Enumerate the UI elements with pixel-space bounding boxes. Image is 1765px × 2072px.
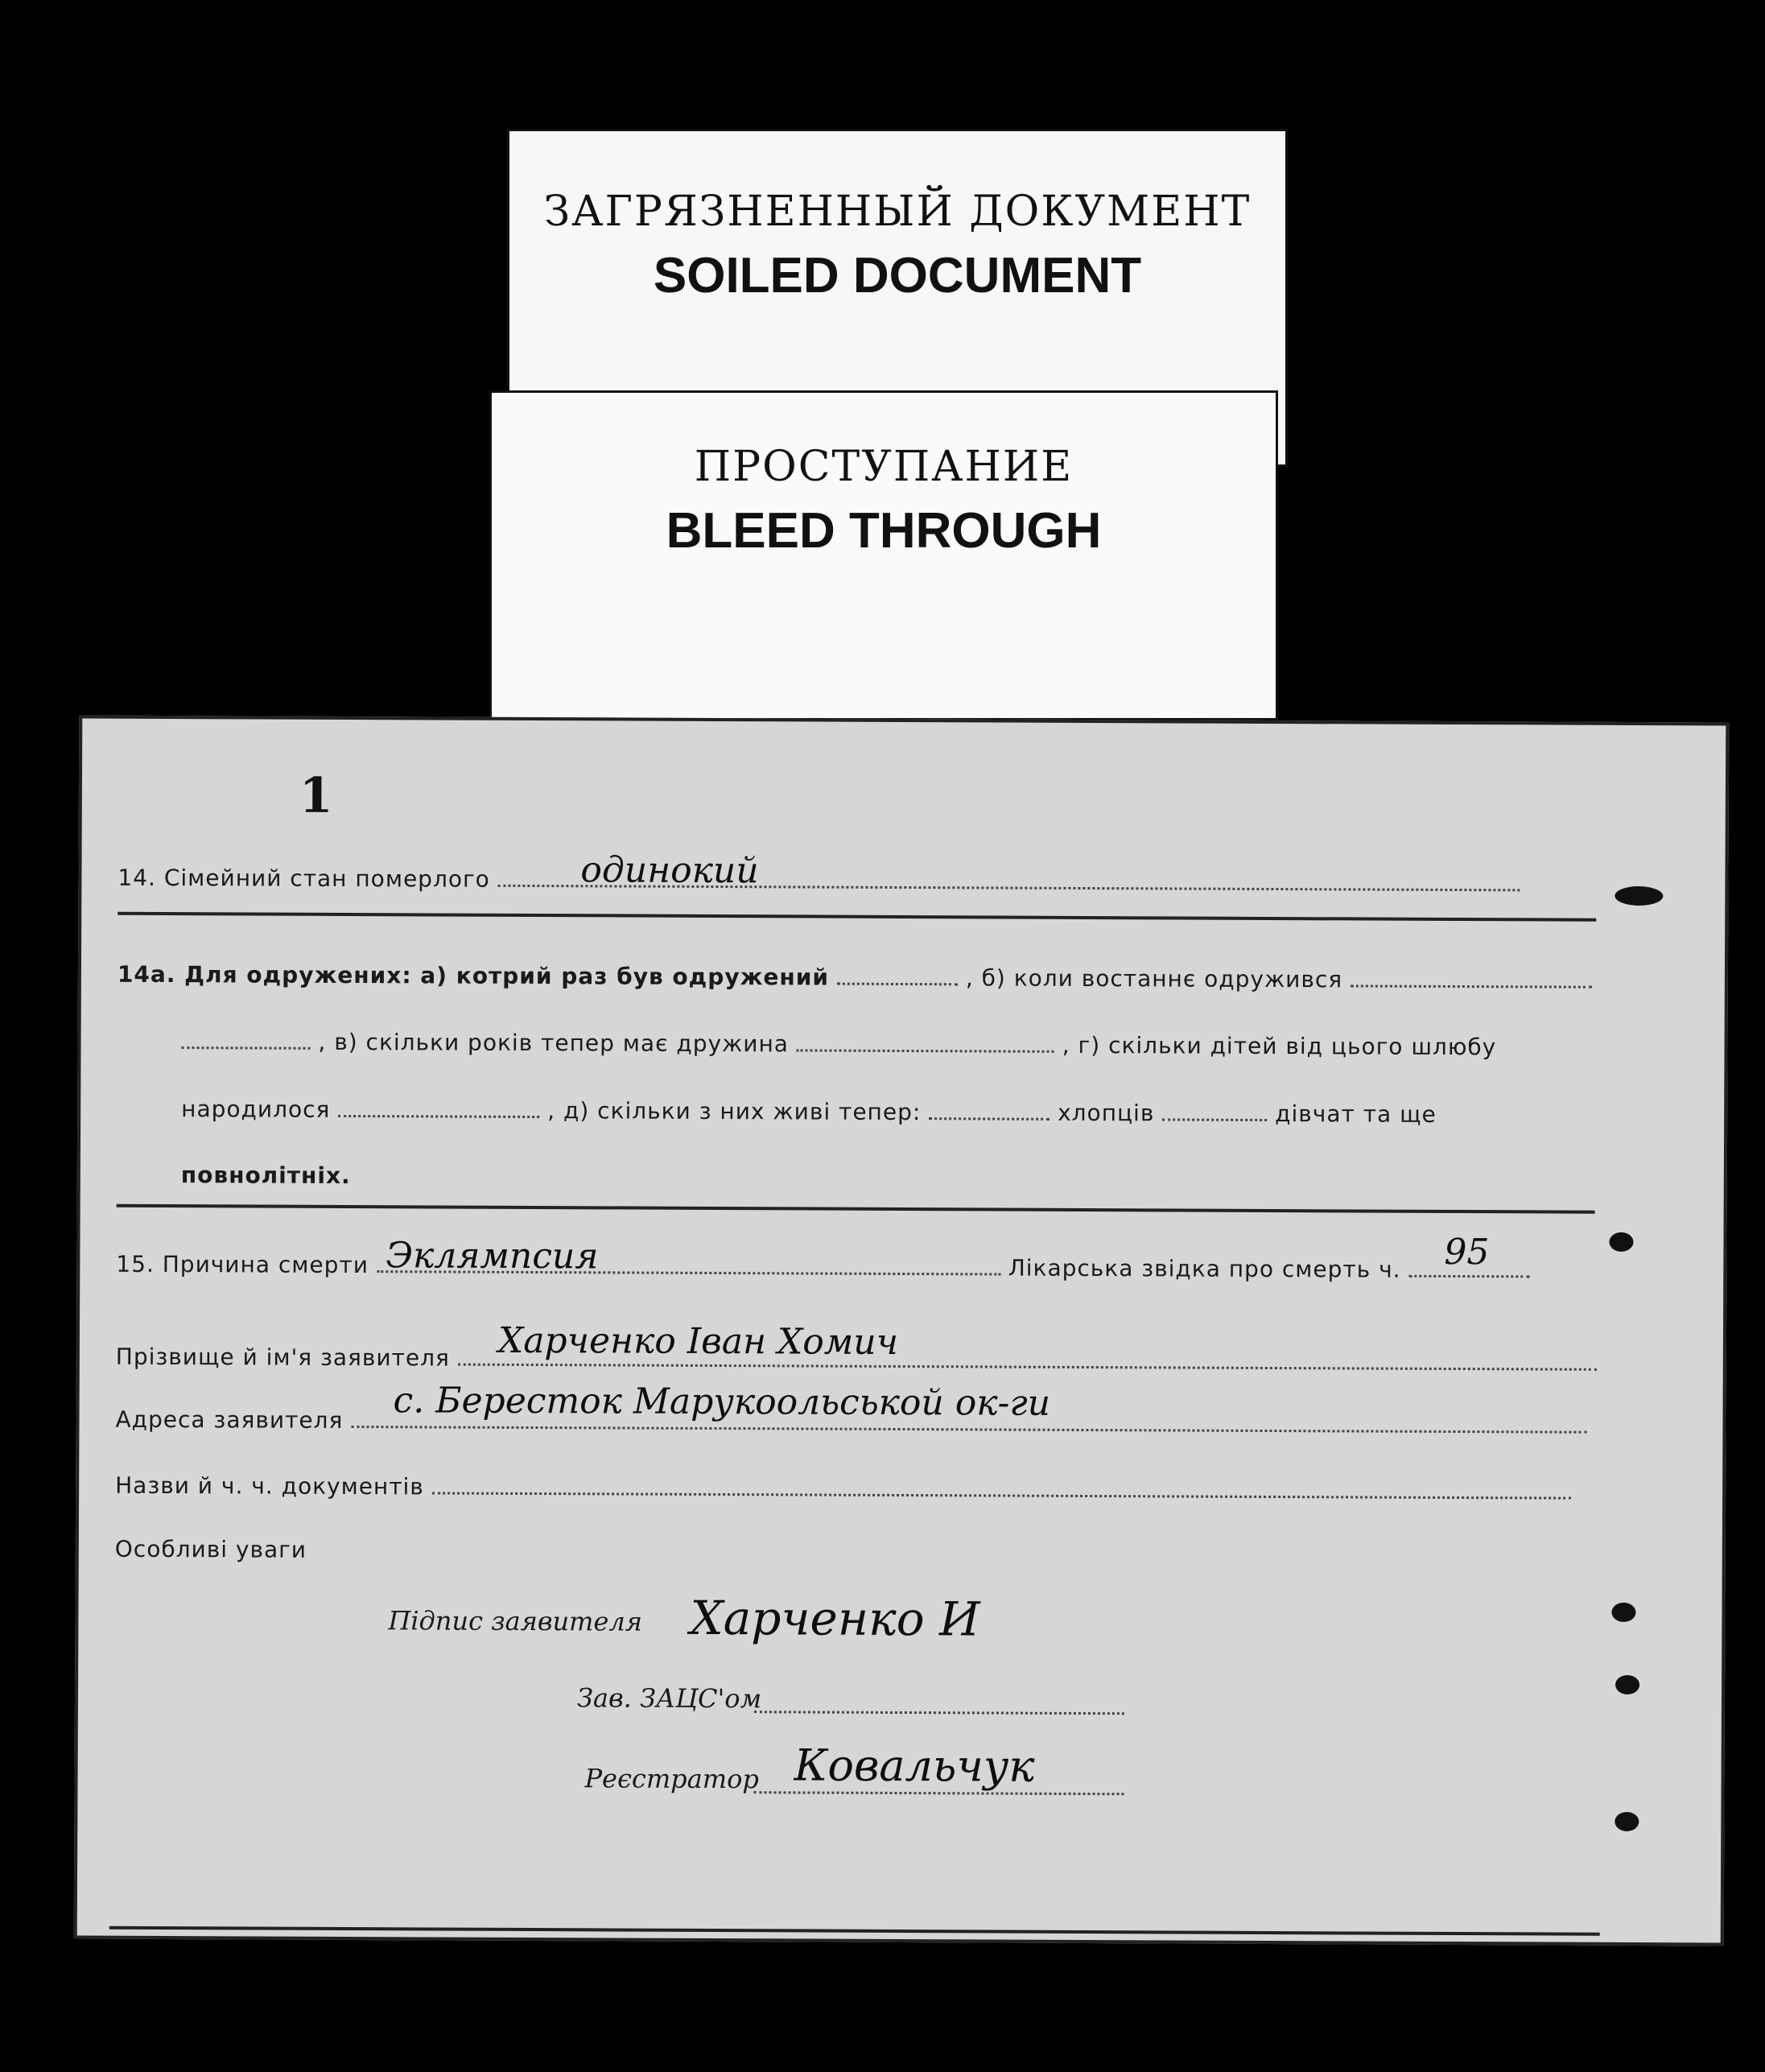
row-14a-line1b: , б) коли востаннє одружився: [965, 964, 1343, 993]
row-14a-field-f: [929, 1098, 1050, 1121]
applicant-address-value: с. Бересток Марукоольськой ок-ги: [393, 1380, 1051, 1424]
row-15-cert-label: Лікарська звідка про смерть ч.: [1008, 1254, 1401, 1283]
row-14a-line2: [181, 1027, 1496, 1060]
row-14a-field-a: [837, 964, 958, 986]
applicant-name-value: Харченко Іван Хомич: [497, 1319, 899, 1363]
tear-mark: [1614, 886, 1663, 906]
bleed-label-ru: ПРОСТУПАНИЕ: [694, 443, 1074, 491]
punch-hole: [1609, 1232, 1633, 1252]
zags-field: [754, 1691, 1124, 1715]
row-14a-line1: [118, 960, 1592, 994]
row-14a-field-b: [1351, 965, 1592, 988]
row-14a-line2b: , г) скільки дітей від цього шлюбу: [1062, 1031, 1497, 1061]
applicant-address-label: Адреса заявителя: [115, 1405, 344, 1434]
notes-row: [115, 1536, 307, 1563]
soiled-label-ru: ЗАГРЯЗНЕННЫЙ ДОКУМЕНТ: [543, 188, 1252, 236]
bottom-rule: [109, 1926, 1600, 1936]
row-14a-line3c: хлопців: [1058, 1099, 1155, 1127]
row-14a-field-e: [338, 1096, 539, 1118]
row-15-cert-value: 95: [1444, 1231, 1490, 1273]
bleed-label-en: BLEED THROUGH: [666, 503, 1102, 559]
row-14a-line1a: 14а. Для одружених: а) котрий раз був одружений: [117, 960, 830, 991]
notes-label: Особливі уваги: [114, 1535, 307, 1563]
registrar-label: Реєстратор: [584, 1763, 759, 1795]
divider-14: [118, 912, 1596, 922]
row-15-value: Эклямпсия: [386, 1235, 599, 1277]
row-15: [116, 1250, 1529, 1284]
documents-field: [432, 1472, 1571, 1499]
bleed-through-card: [489, 390, 1278, 720]
divider-14a: [117, 1204, 1595, 1214]
signature-value: Харченко И: [690, 1590, 980, 1647]
row-14a-field-d: [797, 1030, 1054, 1052]
row-14a-line2a: , в) скільки років тепер має дружина: [318, 1028, 790, 1058]
punch-hole: [1611, 1603, 1635, 1622]
row-14a-field-c: [182, 1027, 311, 1050]
applicant-name-label: Прізвище й ім'я заявителя: [115, 1343, 450, 1372]
registrar-signature: Ковальчук: [794, 1740, 1035, 1792]
documents-row: [115, 1471, 1571, 1505]
row-14-value: одинокий: [580, 849, 759, 892]
signature-label: Підпис заявителя: [388, 1605, 643, 1637]
documents-label: Назви й ч. ч. документів: [115, 1471, 424, 1500]
row-14-label: 14. Сімейний стан померлого: [118, 864, 490, 893]
row-14a-field-g: [1162, 1099, 1267, 1121]
row-15-label: 15. Причина смерти: [116, 1250, 369, 1279]
corner-mark: 1: [299, 767, 333, 824]
punch-hole: [1614, 1812, 1639, 1831]
punch-hole: [1615, 1675, 1639, 1694]
row-14a-line3b: , д) скільки з них живі тепер:: [547, 1097, 922, 1126]
row-14a-line3: [181, 1095, 1437, 1128]
death-record-form: [74, 716, 1730, 1946]
row-14a-line4: повнолітніх.: [180, 1162, 351, 1190]
row-14a-line3d: дівчат та ще: [1275, 1100, 1437, 1128]
zags-label: Зав. ЗАЦС'ом: [576, 1682, 762, 1715]
row-14: [118, 864, 1520, 898]
row-14a-line3a: народилося: [181, 1096, 331, 1123]
soiled-label-en: SOILED DOCUMENT: [653, 248, 1142, 303]
